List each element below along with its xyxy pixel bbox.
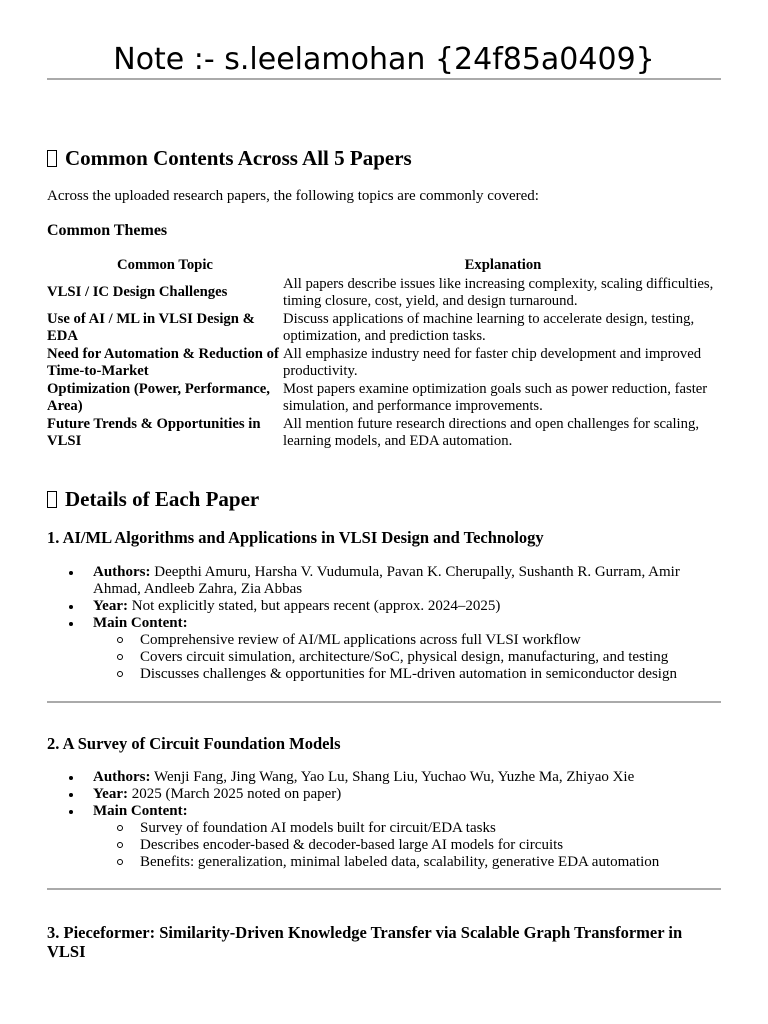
missing-glyph-icon bbox=[47, 150, 57, 167]
explanation-cell: All papers describe issues like increasing complexity, scaling difficulties, timing closure, cost, yield, and design turnaround. bbox=[283, 275, 714, 309]
sub-item-text: Benefits: generalization, minimal labeled data, scalability, generative EDA automation bbox=[140, 854, 660, 870]
section-common-heading bbox=[47, 145, 412, 171]
main-content-label: Main Content: bbox=[93, 615, 188, 631]
paper-title: 3. Pieceformer: Similarity-Driven Knowledge Transfer via Scalable Graph Transformer in VLSI bbox=[47, 923, 683, 961]
circle-bullet-icon bbox=[117, 859, 123, 865]
sub-list-item bbox=[140, 649, 719, 666]
sub-item-text: Comprehensive review of AI/ML applications across full VLSI workflow bbox=[140, 632, 581, 648]
year-label: Year: bbox=[93, 786, 128, 802]
common-themes-heading: Common Themes bbox=[47, 222, 168, 239]
authors-value: Deepthi Amuru, Harsha V. Vudumula, Pavan K. Cherupally, Sushanth R. Gurram, Amir Ahmad, Andleeb Zahra, Zia Abbas bbox=[93, 564, 680, 597]
list-item bbox=[93, 786, 719, 803]
year-label: Year: bbox=[93, 598, 128, 614]
bullet-icon bbox=[69, 793, 73, 797]
paper-divider bbox=[47, 701, 721, 703]
explanation-cell: Discuss applications of machine learning to accelerate design, testing, optimization, and prediction tasks. bbox=[283, 310, 695, 344]
authors-label: Authors: bbox=[93, 769, 151, 785]
list-item bbox=[93, 564, 719, 598]
bullet-icon bbox=[69, 622, 73, 626]
sub-item-text: Discusses challenges & opportunities for ML-driven automation in semiconductor design bbox=[140, 666, 677, 682]
explanation-cell: All emphasize industry need for faster chip development and improved productivity. bbox=[283, 345, 702, 379]
sub-item-text: Survey of foundation AI models built for circuit/EDA tasks bbox=[140, 820, 496, 836]
list-item bbox=[93, 615, 719, 683]
table-row bbox=[47, 346, 723, 381]
table-row bbox=[47, 276, 723, 311]
note-title: Note :- s.leelamohan {24f85a0409} bbox=[113, 42, 655, 77]
explanation-cell: All mention future research directions and open challenges for scaling, learning models, and EDA automation. bbox=[283, 415, 699, 449]
explanation-cell: Most papers examine optimization goals such as power reduction, faster simulation, and performance improvements. bbox=[283, 380, 708, 414]
list-item bbox=[93, 803, 719, 871]
sub-list-item bbox=[140, 820, 719, 837]
topic-cell: Optimization (Power, Performance, Area) bbox=[47, 380, 270, 414]
sub-list-item bbox=[140, 666, 719, 683]
authors-value: Wenji Fang, Jing Wang, Yao Lu, Shang Liu, Yuchao Wu, Yuzhe Ma, Zhiyao Xie bbox=[154, 769, 635, 785]
section-common-intro: Across the uploaded research papers, the following topics are commonly covered: bbox=[47, 188, 539, 204]
circle-bullet-icon bbox=[117, 842, 123, 848]
common-themes-table bbox=[47, 257, 723, 451]
main-content-list bbox=[93, 632, 719, 683]
sub-list-item bbox=[140, 837, 719, 854]
table-header-row bbox=[47, 257, 723, 276]
topic-cell: Need for Automation & Reduction of Time-to-Market bbox=[47, 345, 279, 379]
circle-bullet-icon bbox=[117, 637, 123, 643]
topic-cell: VLSI / IC Design Challenges bbox=[47, 284, 228, 301]
year-value: 2025 (March 2025 noted on paper) bbox=[131, 786, 342, 802]
sub-item-text: Describes encoder-based & decoder-based large AI models for circuits bbox=[140, 837, 564, 853]
title-divider bbox=[47, 78, 721, 80]
circle-bullet-icon bbox=[117, 671, 123, 677]
table-header-cell: Common Topic bbox=[117, 257, 213, 273]
authors-label: Authors: bbox=[93, 564, 151, 580]
list-item bbox=[93, 598, 719, 615]
bullet-icon bbox=[69, 776, 73, 780]
main-content-list bbox=[93, 820, 719, 871]
paper-details-list bbox=[93, 769, 719, 871]
section-details-heading bbox=[47, 486, 259, 512]
bullet-icon bbox=[69, 605, 73, 609]
sub-item-text: Covers circuit simulation, architecture/SoC, physical design, manufacturing, and testing bbox=[140, 649, 669, 665]
main-content-label: Main Content: bbox=[93, 803, 188, 819]
paper-title: 1. AI/ML Algorithms and Applications in VLSI Design and Technology bbox=[47, 528, 544, 547]
sub-list-item bbox=[140, 632, 719, 649]
list-item bbox=[93, 769, 719, 786]
year-value: Not explicitly stated, but appears recent (approx. 2024–2025) bbox=[131, 598, 501, 614]
table-header-cell: Explanation bbox=[464, 257, 542, 273]
section-details-heading-text: Details of Each Paper bbox=[65, 487, 260, 511]
paper-divider bbox=[47, 888, 721, 890]
bullet-icon bbox=[69, 571, 73, 575]
table-row bbox=[47, 416, 723, 451]
paper-title: 2. A Survey of Circuit Foundation Models bbox=[47, 734, 341, 753]
topic-cell: Use of AI / ML in VLSI Design & EDA bbox=[47, 310, 255, 344]
circle-bullet-icon bbox=[117, 654, 123, 660]
sub-list-item bbox=[140, 854, 719, 871]
table-row bbox=[47, 311, 723, 346]
circle-bullet-icon bbox=[117, 825, 123, 831]
section-common-heading-text: Common Contents Across All 5 Papers bbox=[65, 146, 412, 170]
bullet-icon bbox=[69, 810, 73, 814]
missing-glyph-icon bbox=[47, 491, 57, 508]
paper-details-list bbox=[93, 564, 719, 683]
topic-cell: Future Trends & Opportunities in VLSI bbox=[47, 415, 261, 449]
table-row bbox=[47, 381, 723, 416]
